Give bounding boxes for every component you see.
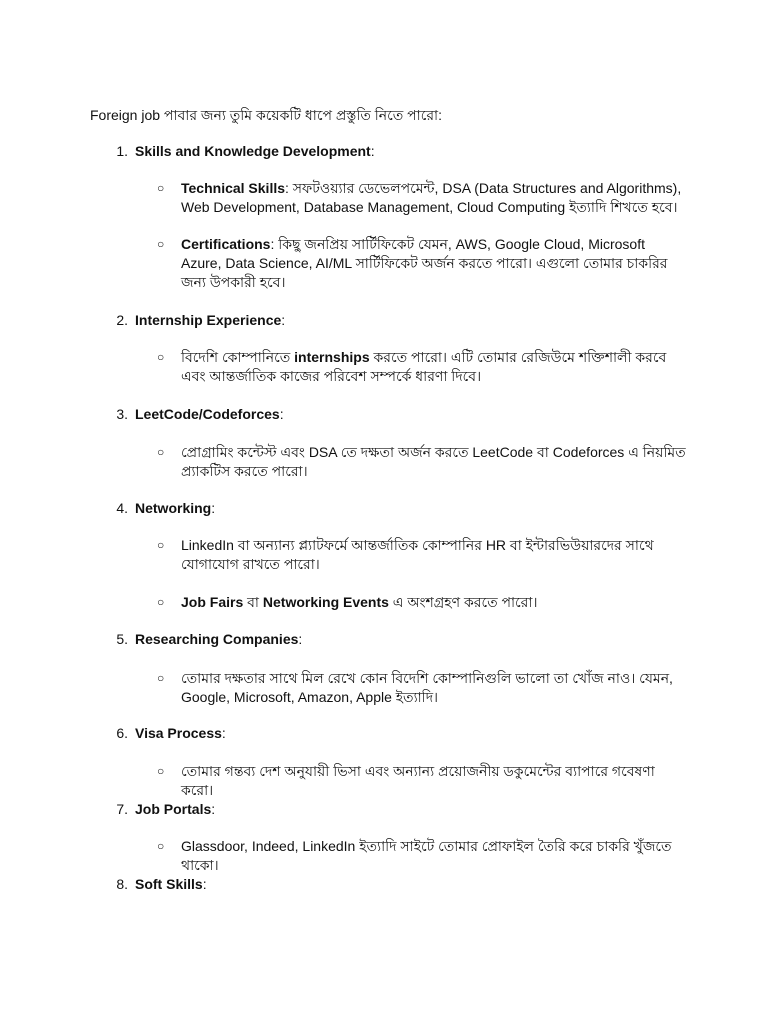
item-body: : কিছু জনপ্রিয় সার্টিফিকেট যেমন, AWS, Google Cloud, Microsoft Azure, Data Science, AI/ML সার্টিফিকেট অর্জন করতে পারো। এগুলো তোমার চাকরির জন্য উপকারী হবে। <box>181 236 668 290</box>
item-text <box>181 348 686 386</box>
section-heading <box>135 875 207 894</box>
heading-suffix: : <box>370 143 375 159</box>
item-text <box>181 179 686 217</box>
list-number: 5. <box>116 631 128 647</box>
section-heading <box>135 405 284 424</box>
section-heading <box>135 142 375 161</box>
section-heading <box>135 800 215 819</box>
heading-suffix: : <box>202 876 207 892</box>
bullet-icon: ○ <box>157 237 165 251</box>
item-bold: Job Fairs <box>181 594 244 610</box>
heading-suffix: : <box>281 312 286 328</box>
section-heading <box>135 630 302 649</box>
list-number: 3. <box>116 406 128 422</box>
list-number: 1. <box>116 143 128 159</box>
list-number: 6. <box>116 725 128 741</box>
item-body: করতে পারো। এটি তোমার রেজিউমে শক্তিশালী করবে এবং আন্তর্জাতিক কাজের পরিবেশ সম্পর্কে ধারণা দিবে। <box>181 349 667 384</box>
item-pre: বিদেশি কোম্পানিতে <box>181 349 295 365</box>
heading-title: Internship Experience <box>135 312 282 328</box>
item-text <box>181 593 686 612</box>
list-number: 4. <box>116 500 128 516</box>
item-bold-2: Networking Events <box>262 594 389 610</box>
heading-title: Researching Companies <box>135 631 299 647</box>
item-text: তোমার গন্তব্য দেশ অনুযায়ী ভিসা এবং অন্যান্য প্রয়োজনীয় ডকুমেন্টের ব্যাপারে গবেষণা করো। <box>181 763 655 798</box>
bullet-icon: ○ <box>157 764 165 778</box>
item-text: LinkedIn বা অন্যান্য প্ল্যাটফর্মে আন্তর্জাতিক কোম্পানির HR বা ইন্টারভিউয়ারদের সাথে যোগাযোগ রাখতে পারো। <box>181 537 654 572</box>
list-number: 2. <box>116 312 128 328</box>
heading-title: LeetCode/Codeforces <box>135 406 280 422</box>
item-bold: Technical Skills <box>181 180 286 196</box>
item-text: প্রোগ্রামিং কন্টেস্ট এবং DSA তে দক্ষতা অর্জন করতে LeetCode বা Codeforces এ নিয়মিত প্র্যাকটিস করতে পারো। <box>181 444 686 479</box>
bullet-icon: ○ <box>157 181 165 195</box>
heading-suffix: : <box>211 801 216 817</box>
item-body: : সফটওয়্যার ডেভেলপমেন্ট, DSA (Data Structures and Algorithms), Web Development, Database Management, Cloud Computing ইত্যাদি শিখতে হবে। <box>181 180 682 215</box>
heading-title: Soft Skills <box>135 876 203 892</box>
section-heading <box>135 724 226 743</box>
section-heading <box>135 311 285 330</box>
heading-title: Job Portals <box>135 801 212 817</box>
item-bold: internships <box>294 349 370 365</box>
heading-suffix: : <box>221 725 226 741</box>
bullet-icon: ○ <box>157 839 165 853</box>
heading-title: Networking <box>135 500 212 516</box>
heading-suffix: : <box>211 500 216 516</box>
heading-title: Skills and Knowledge Development <box>135 143 371 159</box>
bullet-icon: ○ <box>157 595 165 609</box>
item-text: তোমার দক্ষতার সাথে মিল রেখে কোন বিদেশি কোম্পানিগুলি ভালো তা খোঁজ নাও। যেমন, Google, Microsoft, Amazon, Apple ইত্যাদি। <box>181 670 673 705</box>
heading-suffix: : <box>298 631 303 647</box>
item-body: এ অংশগ্রহণ করতে পারো। <box>388 594 538 610</box>
list-number: 7. <box>116 801 128 817</box>
bullet-icon: ○ <box>157 445 165 459</box>
bullet-icon: ○ <box>157 350 165 364</box>
item-text <box>181 235 686 292</box>
section-heading <box>135 499 215 518</box>
bullet-icon: ○ <box>157 671 165 685</box>
heading-title: Visa Process <box>135 725 222 741</box>
item-bold: Certifications <box>181 236 271 252</box>
item-mid: বা <box>243 594 263 610</box>
list-number: 8. <box>116 876 128 892</box>
intro-text: Foreign job পাবার জন্য তুমি কয়েকটি ধাপে প্রস্তুতি নিতে পারো: <box>90 107 442 123</box>
heading-suffix: : <box>279 406 284 422</box>
bullet-icon: ○ <box>157 538 165 552</box>
item-text: Glassdoor, Indeed, LinkedIn ইত্যাদি সাইটে তোমার প্রোফাইল তৈরি করে চাকরি খুঁজতে থাকো। <box>181 838 672 873</box>
